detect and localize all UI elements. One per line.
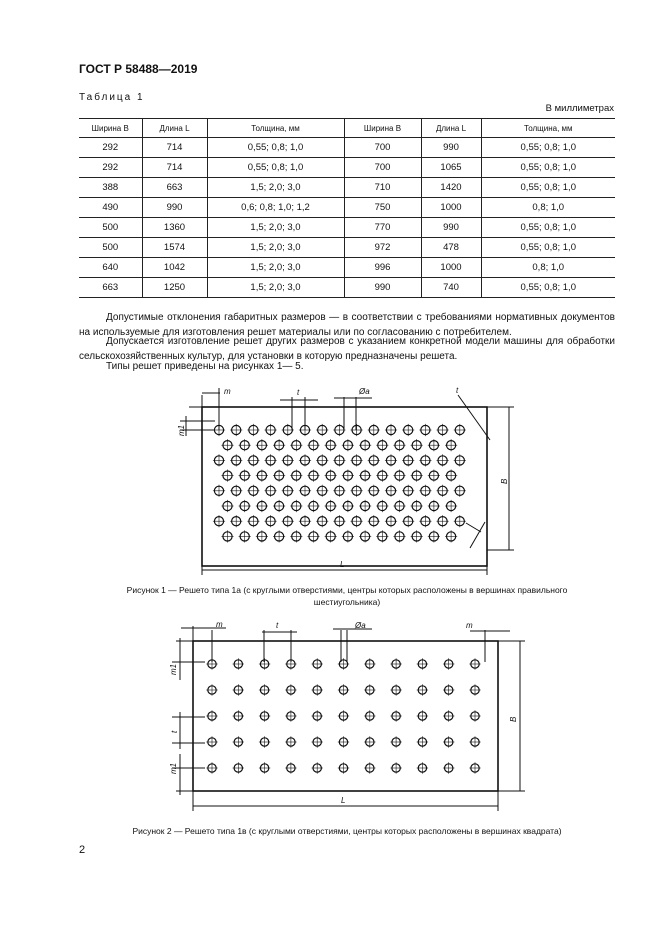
figure-2-caption: Рисунок 2 — Решето типа 1в (с круглыми отверстиями, центры которых расположены в вершинах квадрата): [132, 826, 562, 836]
col-header-thickness: Толщина, мм: [207, 119, 344, 138]
table-cell: 0,8; 1,0: [481, 198, 615, 218]
table-cell: 1574: [142, 238, 207, 258]
table-cell: 0,55; 0,8; 1,0: [481, 138, 615, 158]
table-cell: 710: [344, 178, 421, 198]
table-cell: 1360: [142, 218, 207, 238]
table-cell: 770: [344, 218, 421, 238]
table-row: [79, 178, 615, 198]
figure-2-hole-pattern: [206, 658, 480, 773]
table-cell: 1065: [421, 158, 481, 178]
table-row: [79, 158, 615, 178]
table-header-row: [79, 119, 615, 138]
col-header-width: Ширина B: [79, 119, 142, 138]
table-cell: 740: [421, 278, 481, 298]
paragraph-types-ref: Типы решет приведены на рисунках 1— 5.: [106, 361, 304, 372]
paragraph-custom-sizes: Допускается изготовление решет других размеров с указанием конкретной модели машины для обработки сельскохозяйственных культур, для установки в которую предназначены решета.: [79, 336, 615, 362]
fig1-label-b: B: [500, 478, 509, 484]
table-cell: 292: [79, 158, 142, 178]
table-cell: 0,55; 0,8; 1,0: [481, 218, 615, 238]
table-cell: 0,55; 0,8; 1,0: [481, 238, 615, 258]
table-cell: 700: [344, 158, 421, 178]
table-cell: 0,55; 0,8; 1,0: [207, 138, 344, 158]
table-cell: 0,55; 0,8; 1,0: [207, 158, 344, 178]
table-unit-note: В миллиметрах: [545, 103, 614, 114]
table-cell: 0,55; 0,8; 1,0: [481, 158, 615, 178]
figure-2-drawing: [160, 615, 540, 815]
fig1-label-l: L: [340, 560, 345, 569]
figure-1-caption: Рисунок 1 — Решето типа 1а (с круглыми отверстиями, центры которых расположены в вершинах правильного шестиугольника): [126, 585, 568, 607]
table-row: [79, 198, 615, 218]
table-cell: 292: [79, 138, 142, 158]
table-cell: 990: [142, 198, 207, 218]
table-cell: 1,5; 2,0; 3,0: [207, 238, 344, 258]
dimensions-table: [79, 118, 615, 298]
fig2-label-m1-bottom: m1: [169, 762, 178, 774]
table-cell: 1420: [421, 178, 481, 198]
table-cell: 1,5; 2,0; 3,0: [207, 278, 344, 298]
table-cell: 0,8; 1,0: [481, 258, 615, 278]
table-cell: 990: [421, 138, 481, 158]
table-cell: 1042: [142, 258, 207, 278]
table-cell: 0,6; 0,8; 1,0; 1,2: [207, 198, 344, 218]
doc-header: ГОСТ Р 58488—2019: [79, 62, 198, 76]
table-cell: 388: [79, 178, 142, 198]
table-cell: 990: [421, 218, 481, 238]
page-number: 2: [79, 844, 86, 856]
fig2-label-m1-top: m1: [169, 663, 178, 675]
fig2-label-t-side: t: [170, 730, 179, 733]
fig2-label-b: B: [509, 716, 518, 722]
table-row: [79, 218, 615, 238]
table-cell: 1250: [142, 278, 207, 298]
table-caption: Таблица 1: [79, 92, 145, 103]
table-cell: 478: [421, 238, 481, 258]
table-cell: 0,55; 0,8; 1,0: [481, 278, 615, 298]
table-cell: 1,5; 2,0; 3,0: [207, 218, 344, 238]
col-header-thickness: Толщина, мм: [481, 119, 615, 138]
table-cell: 500: [79, 218, 142, 238]
table-cell: 640: [79, 258, 142, 278]
fig1-label-diameter: Øa: [359, 387, 370, 396]
table-cell: 714: [142, 138, 207, 158]
figure-1-drawing: [160, 380, 540, 580]
table-row: [79, 138, 615, 158]
fig2-label-l: L: [341, 796, 346, 805]
paragraph-tolerances: Допустимые отклонения габаритных размеров — в соответствии с требованиями нормативных документов на используемые для изготовления решет материалы или по согласованию с потребителем.: [79, 312, 615, 338]
table-cell: 500: [79, 238, 142, 258]
table-cell: 990: [344, 278, 421, 298]
fig2-label-diameter: Øa: [355, 621, 366, 630]
table-cell: 714: [142, 158, 207, 178]
table-cell: 996: [344, 258, 421, 278]
col-header-width: Ширина B: [344, 119, 421, 138]
table-cell: 1000: [421, 258, 481, 278]
table-cell: 0,55; 0,8; 1,0: [481, 178, 615, 198]
fig2-label-m-right: m: [466, 621, 473, 630]
figure-1-hole-pattern: [213, 424, 466, 543]
col-header-length: Длина L: [421, 119, 481, 138]
fig1-label-t-diagonal: t: [456, 386, 459, 395]
fig2-label-m: m: [216, 620, 223, 629]
table-cell: 663: [79, 278, 142, 298]
table-cell: 972: [344, 238, 421, 258]
col-header-length: Длина L: [142, 119, 207, 138]
table-cell: 1,5; 2,0; 3,0: [207, 258, 344, 278]
table-cell: 750: [344, 198, 421, 218]
fig1-label-m: m: [224, 387, 231, 396]
table-row: [79, 278, 615, 298]
table-row: [79, 258, 615, 278]
fig1-label-m1: m1: [177, 424, 186, 436]
fig1-label-t: t: [297, 388, 300, 397]
table-cell: 700: [344, 138, 421, 158]
table-cell: 1,5; 2,0; 3,0: [207, 178, 344, 198]
table-row: [79, 238, 615, 258]
table-cell: 663: [142, 178, 207, 198]
table-cell: 1000: [421, 198, 481, 218]
table-cell: 490: [79, 198, 142, 218]
fig2-label-t: t: [276, 621, 279, 630]
